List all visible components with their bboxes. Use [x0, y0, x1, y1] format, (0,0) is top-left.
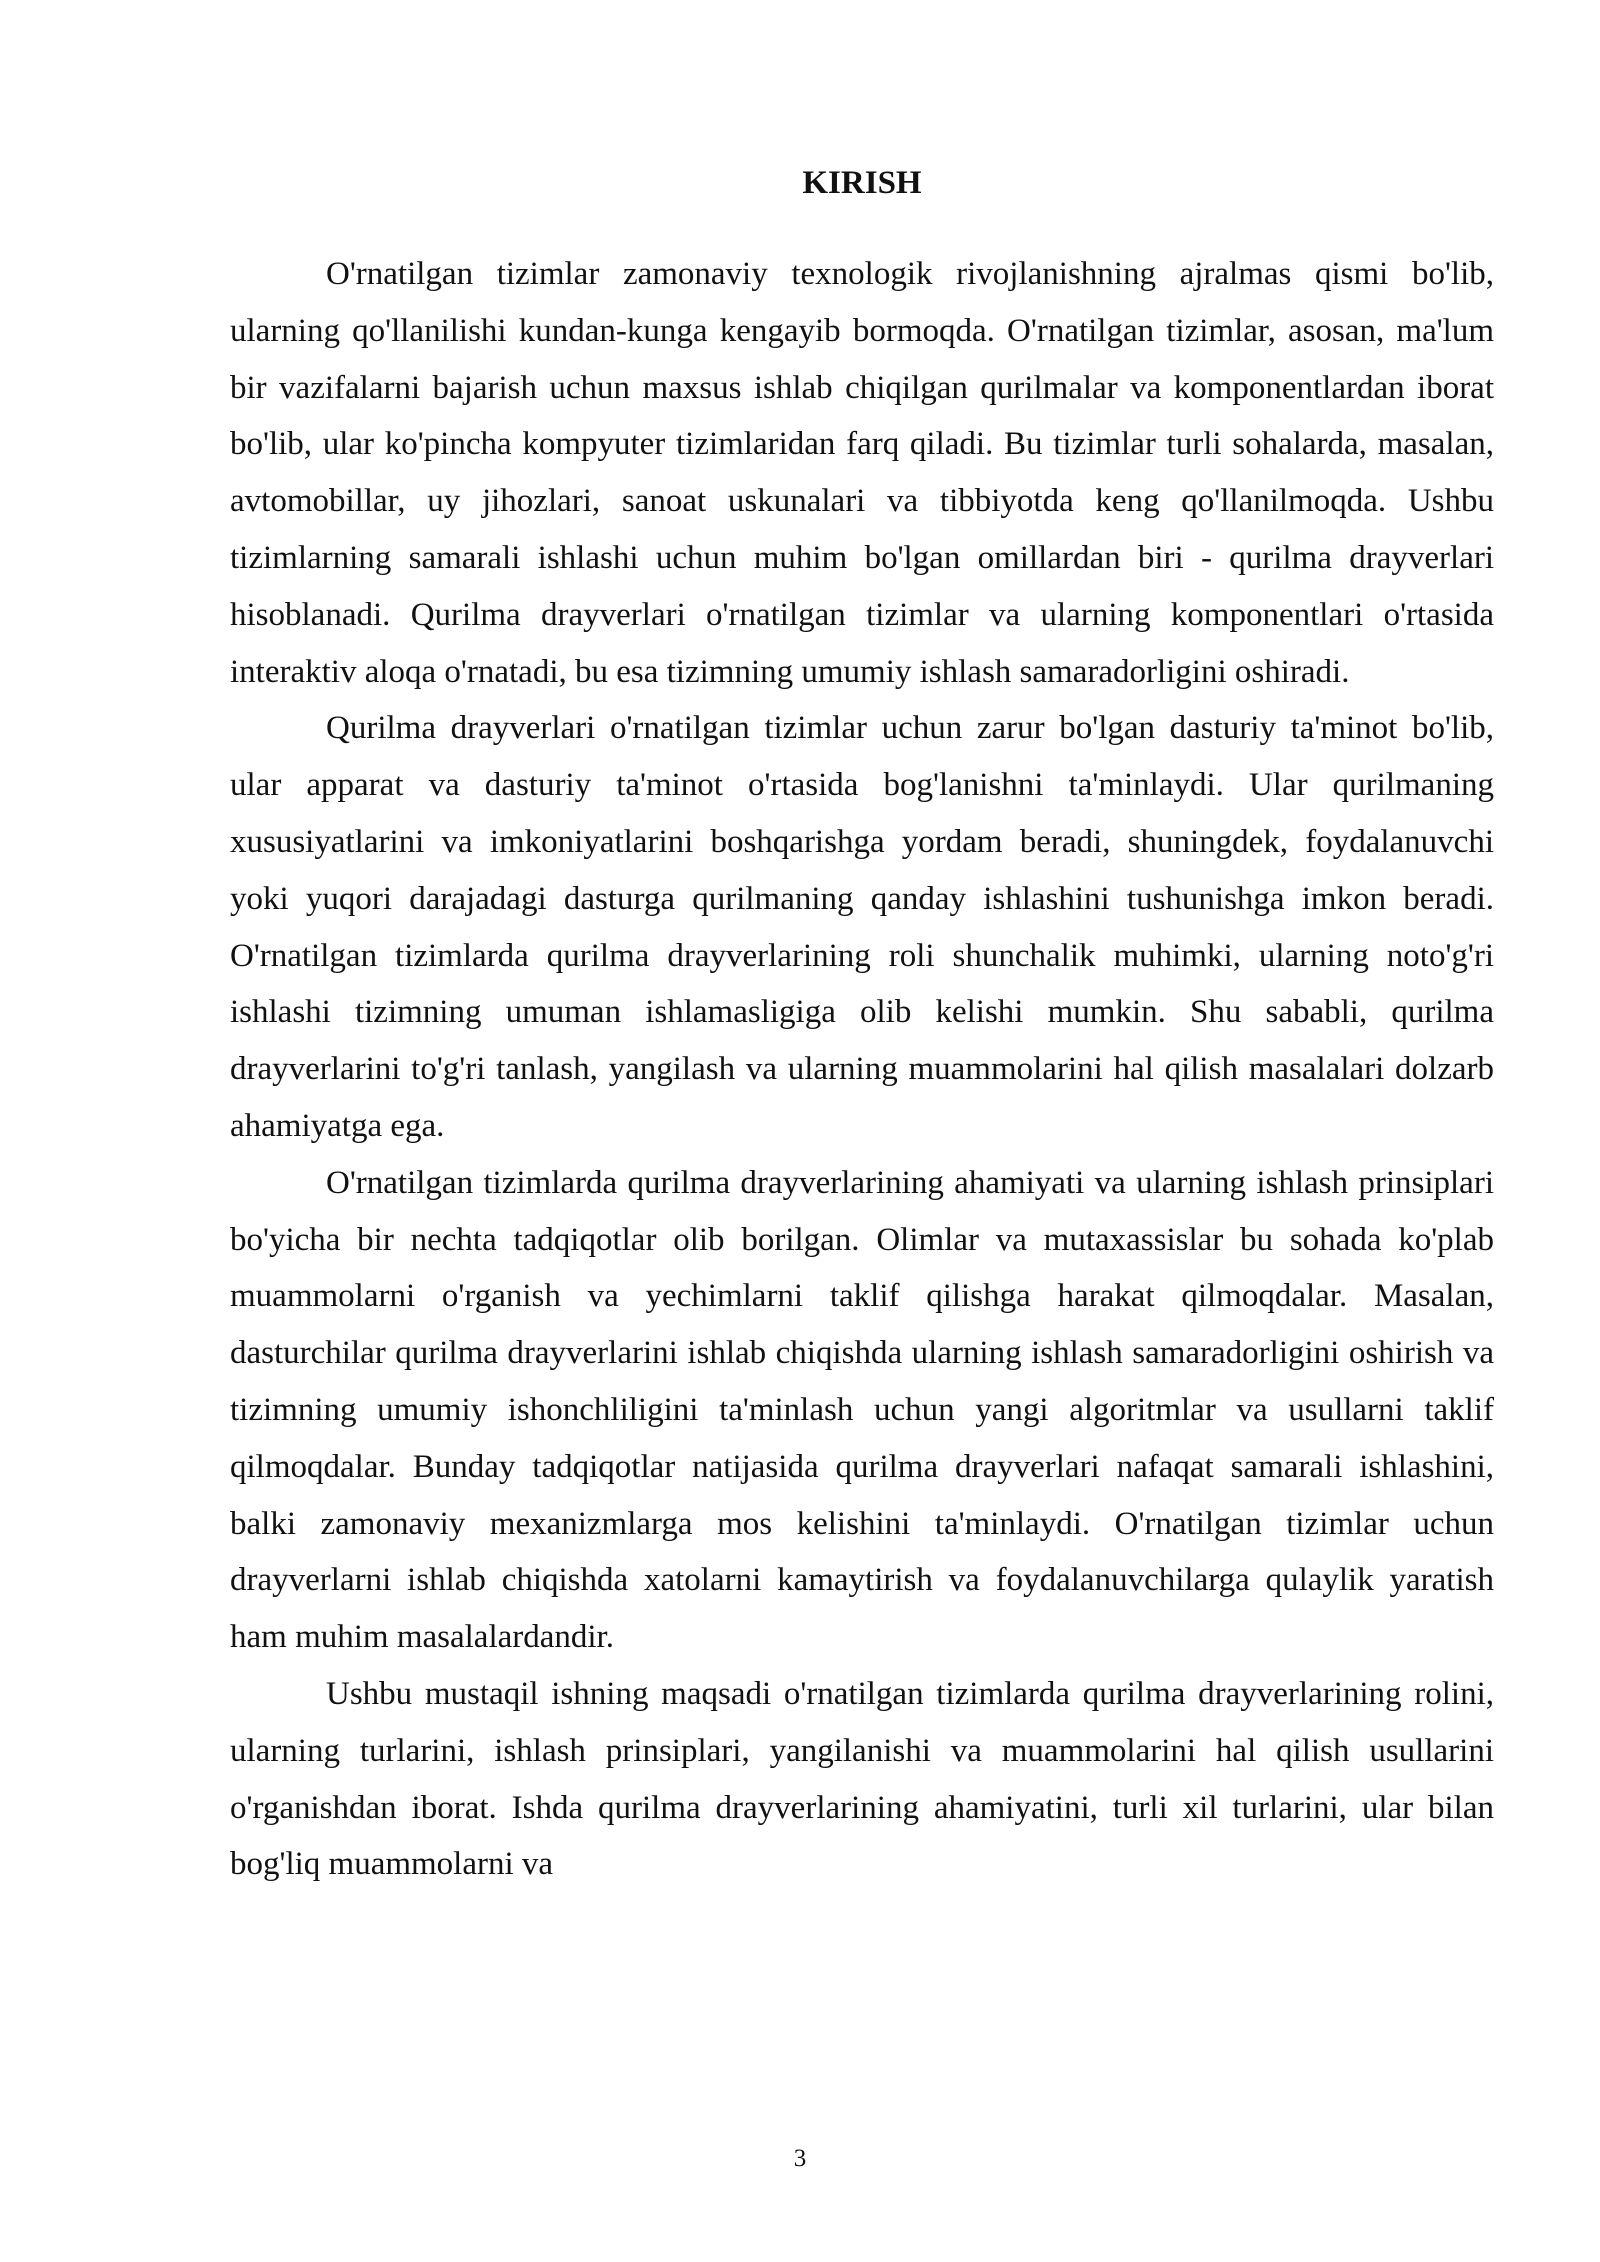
paragraph-4: Ushbu mustaqil ishning maqsadi o'rnatilgan tizimlarda qurilma drayverlarining rolini, ularning turlarini, ishlash prinsiplari, yangilanishi va muammolarini hal qilish usullarini o'rganishdan iborat. Ishda qurilma drayverlarining ahamiyatini, turli xil turlarini, ular bilan bog'liq muammolarni va: [230, 1675, 1494, 1883]
paragraph-2: Qurilma drayverlari o'rnatilgan tizimlar uchun zarur bo'lgan dasturiy ta'minot bo'lib, ular apparat va dasturiy ta'minot o'rtasida bog'lanishni ta'minlaydi. Ular qurilmaning xususiyatlarini va imkoniyatlarini boshqarishga yordam beradi, shuningdek, foydalanuvchi yoki yuqori darajadagi dasturga qurilmaning qanday ishlashini tushunishga imkon beradi. O'rnatilgan tizimlarda qurilma drayverlarining roli shunchalik muhimki, ularning noto'g'ri ishlashi tizimning umuman ishlamasligiga olib kelishi mumkin. Shu sababli, qurilma drayverlarini to'g'ri tanlash, yangilash va ularning muammolarini hal qilish masalalari dolzarb ahamiyatga ega.: [230, 710, 1494, 1144]
paragraph-1: O'rnatilgan tizimlar zamonaviy texnologik rivojlanishning ajralmas qismi bo'lib, ularning qo'llanilishi kundan-kunga kengayib bormoqda. O'rnatilgan tizimlar, asosan, ma'lum bir vazifalarni bajarish uchun maxsus ishlab chiqilgan qurilmalar va komponentlardan iborat bo'lib, ular ko'pincha kompyuter tizimlaridan farq qiladi. Bu tizimlar turli sohalarda, masalan, avtomobillar, uy jihozlari, sanoat uskunalari va tibbiyotda keng qo'llanilmoqda. Ushbu tizimlarning samarali ishlashi uchun muhim bo'lgan omillardan biri - qurilma drayverlari hisoblanadi. Qurilma drayverlari o'rnatilgan tizimlar va ularning komponentlari o'rtasida interaktiv aloqa o'rnatadi, bu esa tizimning umumiy ishlash samaradorligini oshiradi.: [230, 256, 1494, 690]
paragraph-3: O'rnatilgan tizimlarda qurilma drayverlarining ahamiyati va ularning ishlash prinsiplari bo'yicha bir nechta tadqiqotlar olib borilgan. Olimlar va mutaxassislar bu sohada ko'plab muammolarni o'rganish va yechimlarni taklif qilishga harakat qilmoqdalar. Masalan, dasturchilar qurilma drayverlarini ishlab chiqishda ularning ishlash samaradorligini oshirish va tizimning umumiy ishonchliligini ta'minlash uchun yangi algoritmlar va usullarni taklif qilmoqdalar. Bunday tadqiqotlar natijasida qurilma drayverlari nafaqat samarali ishlashini, balki zamonaviy mexanizmlarga mos kelishini ta'minlaydi. O'rnatilgan tizimlar uchun drayverlarni ishlab chiqishda xatolarni kamaytirish va foydalanuvchilarga qulaylik yaratish ham muhim masalalardandir.: [230, 1164, 1494, 1656]
document-body: [230, 246, 1494, 1893]
page-number: 3: [793, 2145, 807, 2172]
page-title: KIRISH: [802, 165, 922, 201]
